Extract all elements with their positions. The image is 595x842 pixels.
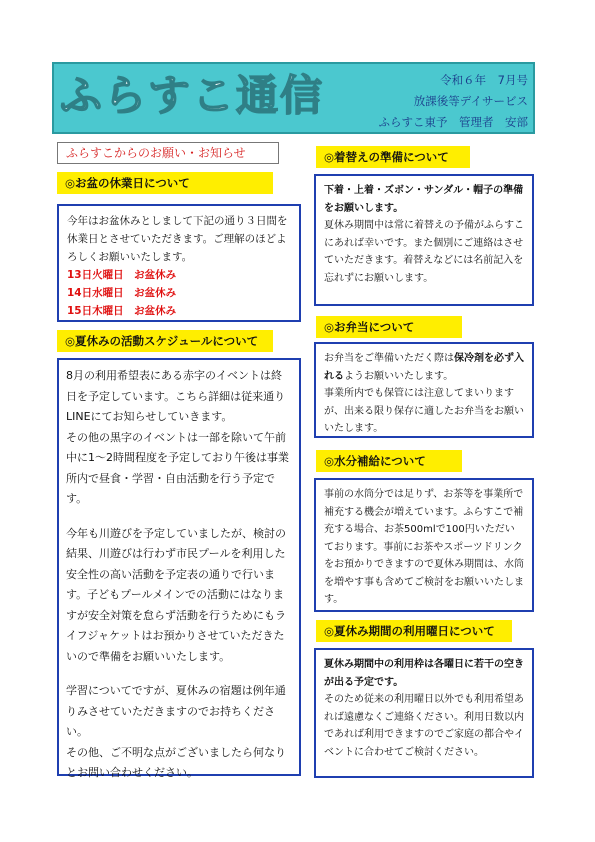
newsletter-title: ふらすこ通信 bbox=[60, 71, 325, 120]
lunch-bold: 保冷剤を必ず入れる bbox=[324, 353, 524, 382]
summer-heading: ◎夏休みの活動スケジュールについて bbox=[57, 330, 273, 352]
days-heading: ◎夏休み期間の利用曜日について bbox=[316, 620, 512, 642]
office-manager: ふらすこ東予 管理者 安部 bbox=[378, 115, 528, 129]
obon-day-1: 13日火曜日 お盆休み bbox=[67, 269, 177, 281]
request-heading: ふらすこからのお願い・お知らせ bbox=[57, 142, 279, 164]
lunch-post: ようお願いいたします。 bbox=[344, 370, 454, 382]
obon-text: 今年はお盆休みとしまして下記の通り３日間を休業日とさせていただきます。ご理解のほどよろしくお願いいたします。 bbox=[67, 215, 288, 263]
days-box bbox=[314, 648, 534, 778]
obon-day-3: 15日木曜日 お盆休み bbox=[67, 305, 177, 317]
lunch-text: 事業所内でも保管には注意してまいりますが、出来る限り保存に適したお弁当をお願いいたします。 bbox=[324, 388, 524, 434]
lunch-line bbox=[324, 350, 524, 385]
obon-box bbox=[57, 204, 301, 322]
obon-day-2: 14日水曜日 お盆休み bbox=[67, 287, 177, 299]
summer-p4: 学習についてですが、夏休みの宿題は例年通りみさせていただきますのでお持ちください。 bbox=[66, 684, 286, 738]
summer-p2: その他の黒字のイベントは一部を除いて午前中に1～2時間程度を予定しており午後は事業所内で昼食・学習・自由活動を行う予定です。 bbox=[66, 430, 289, 505]
days-bold: 夏休み期間中の利用枠は各曜日に若干の空きが出る予定です。 bbox=[324, 659, 524, 688]
water-heading: ◎水分補給について bbox=[316, 450, 462, 472]
summer-box bbox=[57, 358, 301, 779]
water-box bbox=[314, 478, 534, 612]
service-name: 放課後等デイサービス bbox=[413, 94, 528, 108]
obon-heading: ◎お盆の休業日について bbox=[57, 172, 273, 194]
issue-date: 令和６年 7月号 bbox=[440, 73, 528, 87]
water-text: 事前の水筒分では足りず、お茶等を事業所で補充する機会が増えています。ふらすこで補充する場合、お茶500mlで100円いただいております。事前にお茶やスポーツドリンクをお預かりできますので夏休み期間は、水筒を増やす事も含めてご検討をお願いいたします。 bbox=[324, 489, 524, 605]
header-info bbox=[340, 70, 528, 133]
days-text: そのため従来の利用曜日以外でも利用希望あれば遠慮なくご連絡ください。利用日数以内であれば利用できますのでご家庭の都合やイベントに合わせてご検討ください。 bbox=[324, 694, 524, 758]
clothes-text: 夏休み期間中は常に着替えの予備がふらすこにあれば幸いです。また個別にご連絡はさせていただきます。着替えなどには名前記入を忘れずにお願いします。 bbox=[324, 220, 524, 284]
lunch-box bbox=[314, 342, 534, 438]
clothes-bold: 下着・上着・ズボン・サンダル・帽子の準備をお願いします。 bbox=[324, 185, 524, 214]
lunch-heading: ◎お弁当について bbox=[316, 316, 462, 338]
clothes-heading: ◎着替えの準備について bbox=[316, 146, 470, 168]
summer-p5: その他、ご不明な点がございましたら何なりとお問い合わせください。 bbox=[66, 745, 286, 779]
lunch-pre: お弁当をご準備いただく際は bbox=[324, 353, 454, 364]
summer-p1: 8月の利用希望表にある赤字のイベントは終日を予定しています。こちら詳細は従来通りLINEにてお知らせしていきます。 bbox=[66, 369, 286, 423]
clothes-box bbox=[314, 174, 534, 306]
summer-p3: 今年も川遊びを予定していましたが、検討の結果、川遊びは行わず市民プールを利用した安全性の高い活動を予定表の通りで行います。子どもプールメインでの活動にはなりますが安全対策を怠らず活動を行うためにもライフジャケットはお預かりさせていただきたいので準備をお願いいたします。 bbox=[66, 526, 286, 663]
